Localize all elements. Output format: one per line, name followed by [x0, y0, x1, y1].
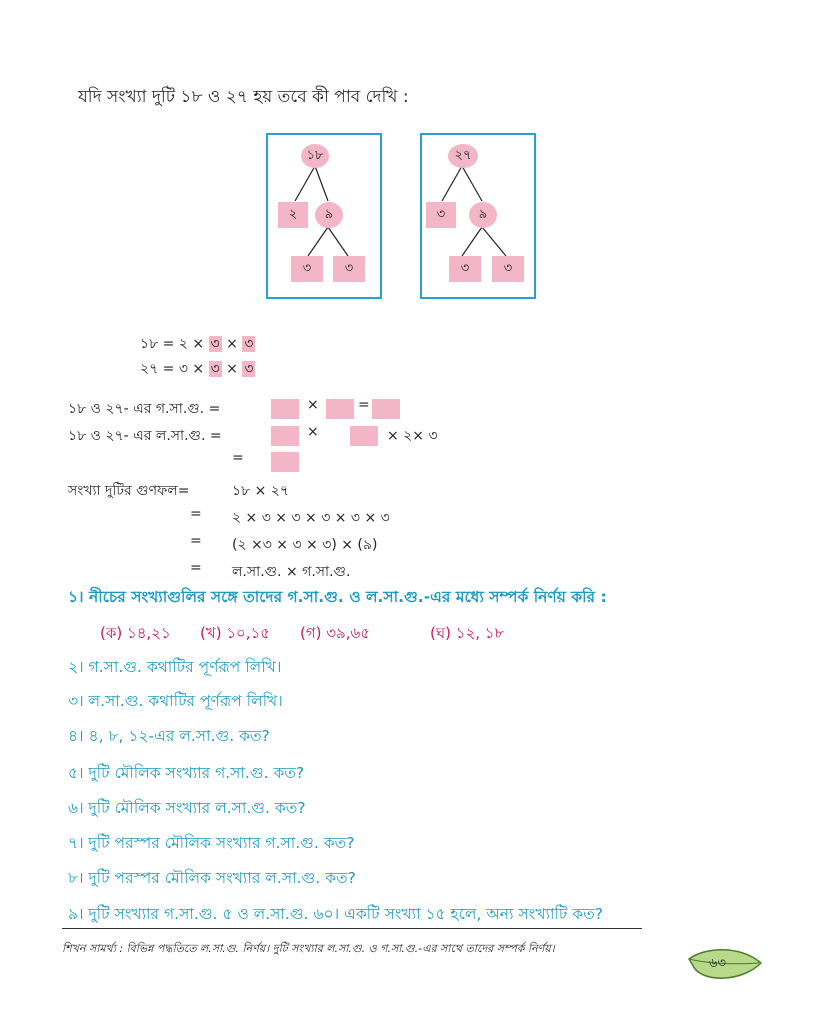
tree-node-leaf: ৩ — [333, 256, 365, 282]
page-number: ৬৩ — [709, 956, 726, 971]
question-1: ১। নীচের সংখ্যাগুলির সঙ্গে তাদের গ.সা.গু. ও ল.সা.গু.-এর মধ্যে সম্পর্ক নির্ণয় করি : — [68, 588, 607, 606]
times-sign: × — [226, 336, 238, 352]
blank-box — [271, 451, 299, 472]
product-line-4: ল.সা.গু. × গ.সা.গু. — [232, 564, 351, 580]
question-2: ২। গ.সা.গু. কথাটির পূর্ণরূপ লিখি। — [68, 658, 282, 676]
product-line-2: ২ × ৩ × ৩ × ৩ × ৩ × ৩ — [232, 510, 390, 526]
equals-sign: = — [232, 450, 244, 466]
tree-node-leaf: ৩ — [492, 256, 524, 282]
intro-text: যদি সংখ্যা দুটি ১৮ ও ২৭ হয় তবে কী পাব দেখি : — [78, 87, 409, 107]
tree-node-leaf: ২ — [278, 202, 308, 228]
question-8: ৮। দুটি পরস্পর মৌলিক সংখ্যার ল.সা.গু. কত? — [68, 869, 356, 887]
tree-node-mid: ৯ — [315, 202, 343, 228]
factorization-27 — [140, 357, 255, 381]
learning-outcome-footer: শিখন সামর্থ্য : বিভিন্ন পদ্ধতিতে ল.সা.গু. নির্ণয়। দুটি সংখ্যার ল.সা.গু. ও গ.সা.গু.-এর সাথে তাদের সম্পর্ক নির্ণয়। — [62, 942, 555, 955]
tree-node-mid: ৯ — [469, 202, 497, 228]
option-d: (ঘ) ১২, ১৮ — [430, 624, 505, 642]
option-a: (ক) ১৪,২১ — [100, 624, 171, 642]
tree-node-root: ২৭ — [448, 144, 478, 168]
tree-node-root: ১৮ — [301, 144, 329, 168]
product-line-1: ১৮ × ২৭ — [232, 483, 290, 499]
question-4: ৪। ৪, ৮, ১২-এর ল.সা.গু. কত? — [68, 727, 270, 745]
equals-sign: = — [358, 397, 370, 413]
lcm-tail: × ২× ৩ — [387, 428, 438, 444]
highlight-factor: ৩ — [210, 336, 220, 352]
tree-node-leaf: ৩ — [291, 256, 323, 282]
question-6: ৬। দুটি মৌলিক সংখ্যার ল.সা.গু. কত? — [68, 799, 306, 817]
factor-tree-18 — [266, 133, 382, 299]
highlight-factor: ৩ — [244, 361, 254, 377]
option-b: (খ) ১০,১৫ — [200, 624, 271, 642]
highlight-factor: ৩ — [244, 336, 254, 352]
times-sign: × — [307, 424, 319, 440]
equals-sign: = — [190, 533, 202, 549]
blank-box — [372, 398, 400, 419]
tree-node-leaf: ৩ — [426, 202, 456, 228]
factorization-18 — [140, 332, 255, 356]
question-5: ৫। দুটি মৌলিক সংখ্যার গ.সা.গু. কত? — [68, 764, 305, 782]
factorization-prefix: ১৮ = ২ × — [140, 336, 205, 352]
product-line-3: (২ ×৩ × ৩ × ৩) × (৯) — [232, 537, 378, 553]
equals-sign: = — [190, 560, 202, 576]
page-number-leaf — [685, 945, 765, 983]
highlight-factor: ৩ — [210, 361, 220, 377]
blank-box — [271, 425, 299, 446]
blank-box — [350, 425, 378, 446]
question-3: ৩। ল.সা.গু. কথাটির পূর্ণরূপ লিখি। — [68, 692, 283, 710]
blank-box — [326, 398, 354, 419]
footer-divider — [62, 928, 642, 929]
gcd-label: ১৮ ও ২৭- এর গ.সা.গু. = — [68, 401, 221, 417]
blank-box — [271, 398, 299, 419]
question-9: ৯। দুটি সংখ্যার গ.সা.গু. ৫ ও ল.সা.গু. ৬০। একটি সংখ্যা ১৫ হলে, অন্য সংখ্যাটি কত? — [68, 905, 603, 923]
tree-node-leaf: ৩ — [449, 256, 481, 282]
lcm-label: ১৮ ও ২৭- এর ল.সা.গু. = — [68, 428, 222, 444]
question-7: ৭। দুটি পরস্পর মৌলিক সংখ্যার গ.সা.গু. কত? — [68, 834, 355, 852]
times-sign: × — [226, 361, 238, 377]
equals-sign: = — [190, 506, 202, 522]
times-sign: × — [307, 397, 319, 413]
factorization-prefix: ২৭ = ৩ × — [140, 361, 205, 377]
product-label: সংখ্যা দুটির গুণফল= — [68, 483, 190, 499]
option-c: (গ) ৩৯,৬৫ — [300, 624, 371, 642]
factor-tree-27 — [420, 133, 536, 299]
